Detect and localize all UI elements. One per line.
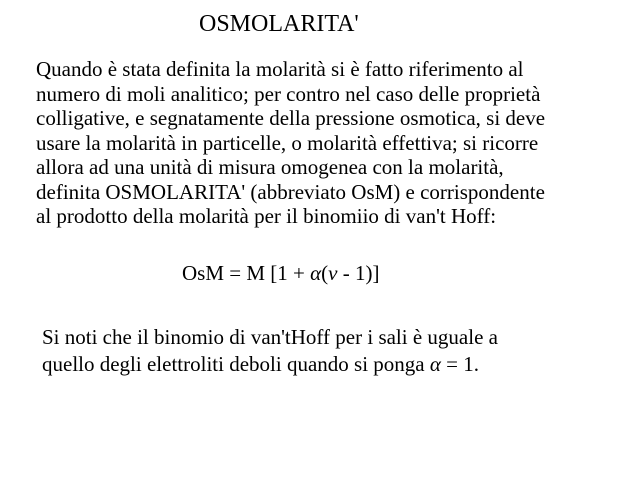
paragraph-line: colligative, e segnatamente della pressione osmotica, si deve bbox=[36, 106, 546, 130]
alpha-symbol: α bbox=[310, 261, 322, 285]
note-line-2-text: quello degli elettroliti deboli quando si ponga bbox=[42, 352, 430, 376]
note-line-2-end: = 1. bbox=[440, 352, 479, 376]
formula-lhs: OsM = M [1 + bbox=[182, 261, 311, 285]
alpha-symbol: α bbox=[429, 352, 441, 376]
paragraph-line: allora ad una unità di misura omogenea con la molarità, bbox=[36, 155, 504, 179]
note-line-2 bbox=[42, 351, 498, 378]
paragraph-line: definita OSMOLARITA' (abbreviato OsM) e corrispondente bbox=[36, 179, 545, 204]
paragraph-line: Quando è stata definita la molarità si è fatto riferimento al bbox=[36, 57, 524, 81]
definition-paragraph bbox=[36, 57, 636, 229]
note-line-1: Si noti che il binomio di van'tHoff per i sali è uguale a bbox=[42, 325, 498, 349]
formula-open-paren: ( bbox=[321, 261, 329, 285]
page-title: OSMOLARITA' bbox=[199, 11, 359, 37]
osmolarity-formula bbox=[182, 259, 379, 287]
paragraph-line: usare la molarità in particelle, o molarità effettiva; si ricorre bbox=[36, 130, 539, 155]
note-paragraph bbox=[42, 324, 498, 378]
nu-symbol: ν bbox=[328, 261, 338, 285]
paragraph-line: numero di moli analitico; per contro nel caso delle proprietà bbox=[36, 81, 541, 106]
formula-rest: - 1)] bbox=[337, 261, 380, 285]
paragraph-line: al prodotto della molarità per il binomiio di van't Hoff: bbox=[36, 204, 497, 228]
